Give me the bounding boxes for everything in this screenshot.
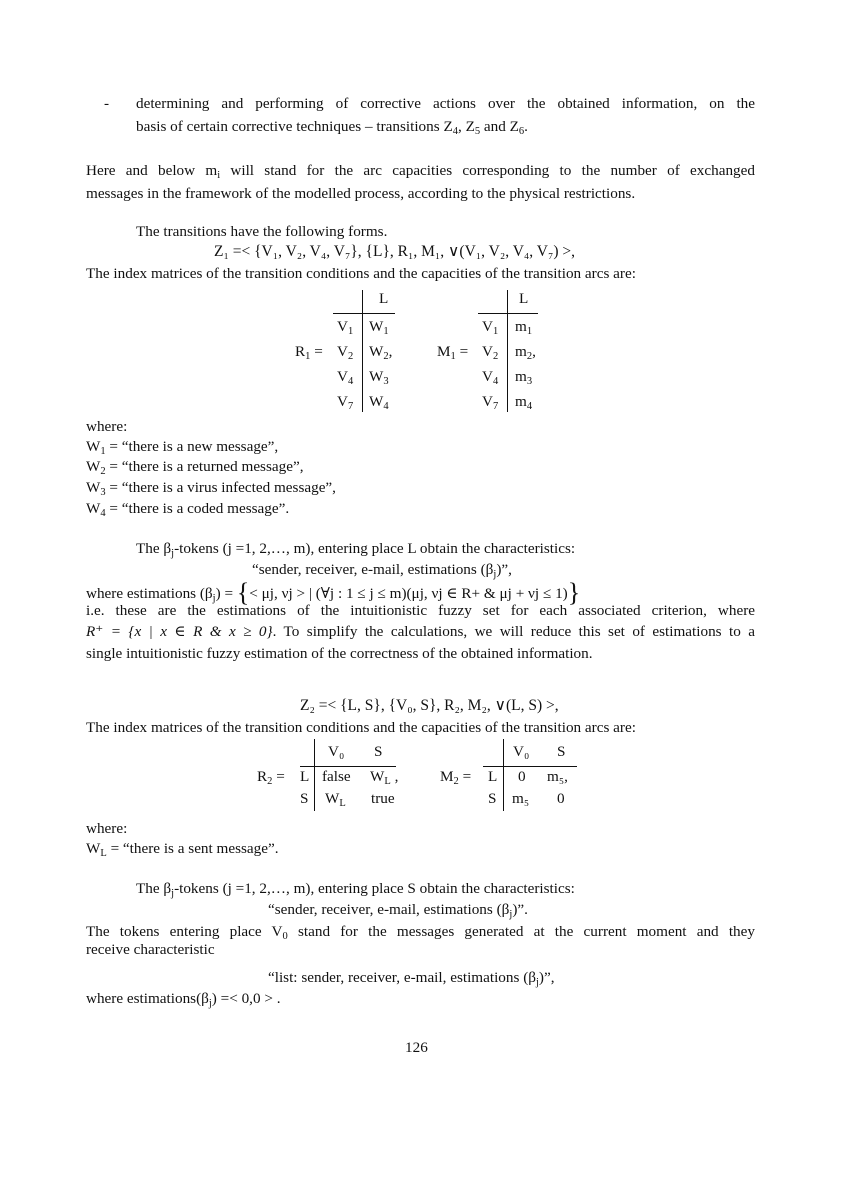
col-header: V₀	[513, 743, 530, 760]
transitions-intro: The transitions have the following forms.	[136, 223, 388, 240]
cell-value: $m_1$	[515, 318, 533, 337]
text: R	[295, 343, 306, 360]
r-plus-definition: R⁺ = {x | x ∈ R & x ≥ 0}	[86, 623, 273, 640]
text: , Z	[457, 118, 475, 135]
list-quote: “list: sender, receiver, e-mail, estimations $(\beta_j)$”,	[268, 969, 555, 988]
cell-value: true	[371, 790, 395, 807]
row-head: $V_7$	[337, 393, 354, 412]
cell-value: $m_3$	[515, 368, 533, 387]
matrix-header-rule	[483, 766, 577, 767]
brace-open: {	[236, 578, 250, 607]
sub: 1	[305, 351, 311, 362]
row-head: $V_4$	[482, 368, 499, 387]
text: =	[459, 343, 469, 360]
beta-l-quote: “sender, receiver, e-mail, estimations $(\beta_j)$”,	[252, 561, 512, 580]
col-header: L	[379, 290, 389, 307]
cell-value: m₅,	[547, 768, 568, 785]
matrix-label	[437, 343, 468, 361]
sub: 4	[452, 126, 458, 137]
w-def: $W_1$ = “there is a new message”,	[86, 438, 279, 457]
estimations-set: < μj, νj > | (∀j : 1 ≤ j ≤ m)(μj, νj ∈ R+ & μj + νj ≤ 1)	[249, 585, 568, 602]
sub: 6	[518, 126, 525, 137]
beta-s-quote: “sender, receiver, e-mail, estimations $(\beta_j)$”.	[268, 901, 528, 920]
col-header: L	[519, 290, 529, 307]
matrix-divider	[314, 739, 315, 811]
ie-line-3: single intuitionistic fuzzy estimation of the correctness of the obtained information.	[86, 645, 593, 662]
bullet-line-2	[136, 118, 528, 136]
w-def: $W_2$ = “there is a returned message”,	[86, 458, 304, 477]
index-intro-2: The index matrices of the transition conditions and the capacities of the transition arcs are:	[86, 719, 636, 736]
sub: 5	[474, 126, 481, 137]
cell-value: $W_4$	[369, 393, 389, 412]
matrix-header-rule	[333, 313, 395, 314]
tokens-line-2: receive characteristic	[86, 941, 215, 958]
matrix-divider	[507, 290, 508, 412]
beta-s-intro: The $\beta_j$-tokens (j =1, 2,…, m), entering place S obtain the characteristics:	[136, 880, 575, 899]
matrix-divider	[503, 739, 504, 811]
z1-formula: Z₁ =< {V₁, V₂, V₄, V₇}, {L}, R₁, M₁, ∨(V₁, V₂, V₄, V₇) >,	[214, 243, 576, 260]
matrix-label: $M_2$ =	[440, 768, 472, 787]
page-number: 126	[405, 1039, 428, 1056]
index-intro-1: The index matrices of the transition conditions and the capacities of the transition arcs are:	[86, 265, 636, 282]
text: will stand for the arc capacities corresponding to the number of exchanged	[220, 162, 755, 179]
row-head: $V_2$	[482, 343, 499, 362]
matrix-header-rule	[300, 766, 396, 767]
arc-para-line-1	[86, 162, 755, 180]
tokens-line-1: The tokens entering place $V_0$ stand for the messages generated at the current moment and they	[86, 923, 755, 942]
cell-value: m₅	[512, 790, 530, 807]
brace-close: }	[567, 578, 581, 607]
cell-value: $W_2$,	[369, 343, 393, 362]
text: M	[437, 343, 451, 360]
col-header: V₀	[328, 743, 345, 760]
text: basis of certain corrective techniques – transitions Z	[136, 118, 453, 135]
row-head: $V_1$	[337, 318, 354, 337]
col-header: S	[374, 743, 383, 760]
cell-value: $W_L$	[325, 790, 346, 809]
cell-value: $m_2$,	[515, 343, 536, 362]
text: =	[314, 343, 323, 360]
cell-value: false	[322, 768, 351, 785]
bullet-marker: -	[104, 95, 110, 112]
final-estimations: where $estimations(\beta_j) =< 0,0$ > .	[86, 990, 281, 1009]
cell-value: $W_L$ ,	[370, 768, 399, 787]
bullet-line-1: determining and performing of corrective actions over the obtained information, on the	[136, 95, 755, 112]
text: Here and below m	[86, 162, 218, 179]
w-def: $W_3$ = “there is a virus infected message”,	[86, 479, 336, 498]
row-head: L	[300, 768, 310, 785]
cell-value: $W_1$	[369, 318, 389, 337]
matrix-label	[295, 343, 323, 361]
ie-line-2: R⁺ = {x | x ∈ R & x ≥ 0}. To simplify the calculations, we will reduce this set of estimations to a	[86, 623, 755, 640]
where-label-2: where:	[86, 820, 128, 837]
cell-value: 0	[518, 768, 526, 785]
row-head: $V_4$	[337, 368, 354, 387]
sub: i	[217, 170, 221, 181]
where-label-1: where:	[86, 418, 128, 435]
ie-line-1: i.e. these are the estimations of the intuitionistic fuzzy set for each associated criterion, where	[86, 602, 755, 619]
col-header: S	[557, 743, 566, 760]
row-head: $V_7$	[482, 393, 499, 412]
text: .	[524, 118, 528, 135]
matrix-divider	[362, 290, 363, 412]
estimations-formula: where estimations $(\beta_j)$ = {< μj, νj > | (∀j : 1 ≤ j ≤ m)(μj, νj ∈ R+ & μj + νj ≤ 1)}	[86, 578, 581, 607]
text: and Z	[480, 118, 519, 135]
cell-value: $m_4$	[515, 393, 533, 412]
row-head: S	[488, 790, 497, 807]
row-head: $V_2$	[337, 343, 354, 362]
arc-para-line-2: messages in the framework of the modelled process, according to the physical restrictions.	[86, 185, 636, 202]
w-def: $W_4$ = “there is a coded message”.	[86, 500, 290, 519]
wl-def: $W_L$ = “there is a sent message”.	[86, 840, 279, 859]
matrix-header-rule	[478, 313, 538, 314]
beta-l-intro: The $\beta_j$-tokens (j =1, 2,…, m), entering place L obtain the characteristics:	[136, 540, 576, 559]
row-head: S	[300, 790, 309, 807]
sub: 1	[450, 351, 456, 362]
cell-value: 0	[557, 790, 565, 807]
z2-formula: Z₂ =< {L, S}, {V₀, S}, R₂, M₂, ∨(L, S) >,	[300, 697, 559, 714]
cell-value: $W_3$	[369, 368, 389, 387]
row-head: L	[488, 768, 498, 785]
matrix-label: $R_2$ =	[257, 768, 285, 787]
row-head: $V_1$	[482, 318, 499, 337]
